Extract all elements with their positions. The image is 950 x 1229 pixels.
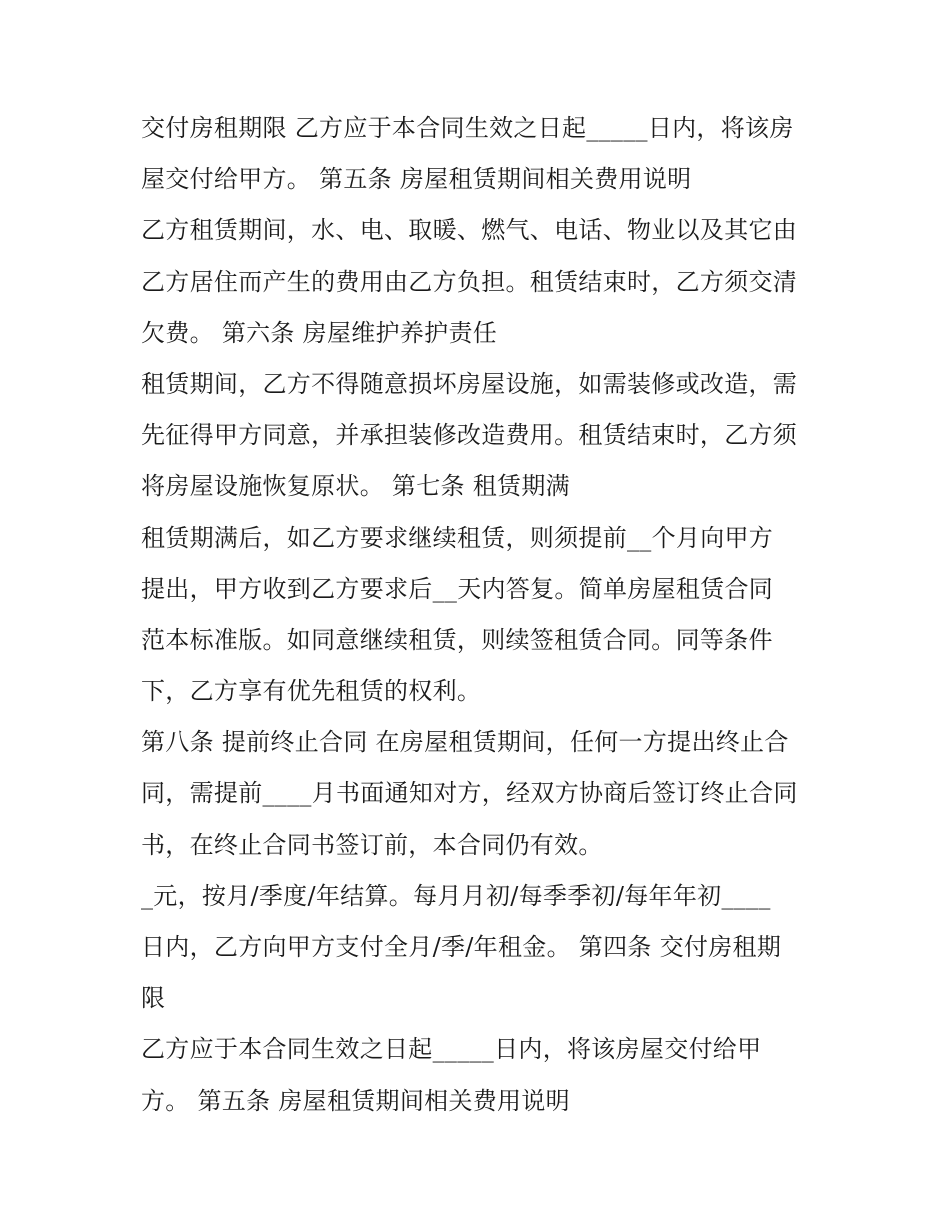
text-line: 方。 第五条 房屋租赁期间相关费用说明 xyxy=(141,1086,570,1115)
text-line: 范本标准版。如同意继续租赁，则续签租赁合同。同等条件 xyxy=(141,625,773,654)
text-line: _元，按月/季度/年结算。每月月初/每季季初/每年年初____ xyxy=(141,881,771,910)
text-line: 同，需提前____月书面通知对方，经双方协商后签订终止合同 xyxy=(141,779,798,808)
text-line: 限 xyxy=(141,984,166,1013)
text-line: 乙方居住而产生的费用由乙方负担。租赁结束时，乙方须交清 xyxy=(141,267,798,296)
text-line: 乙方租赁期间，水、电、取暖、燃气、电话、物业以及其它由 xyxy=(141,216,798,245)
text-line: 欠费。 第六条 房屋维护养护责任 xyxy=(141,318,498,347)
text-line: 租赁期间，乙方不得随意损坏房屋设施，如需装修或改造，需 xyxy=(141,369,798,398)
document-body xyxy=(141,103,821,1127)
text-line: 提出，甲方收到乙方要求后__天内答复。简单房屋租赁合同 xyxy=(141,574,774,603)
text-line: 乙方应于本合同生效之日起_____日内，将该房屋交付给甲 xyxy=(141,1035,762,1064)
text-line: 先征得甲方同意，并承担装修改造费用。租赁结束时，乙方须 xyxy=(141,421,798,450)
text-line: 下，乙方享有优先租赁的权利。 xyxy=(141,677,482,706)
text-line: 租赁期满后，如乙方要求继续租赁，则须提前__个月向甲方 xyxy=(141,523,774,552)
text-line: 屋交付给甲方。 第五条 房屋租赁期间相关费用说明 xyxy=(141,165,692,194)
text-line: 交付房租期限 乙方应于本合同生效之日起_____日内，将该房 xyxy=(141,114,794,142)
text-line: 将房屋设施恢复原状。 第七条 租赁期满 xyxy=(141,472,570,501)
text-line: 书，在终止合同书签订前，本合同仍有效。 xyxy=(141,830,603,859)
text-line: 第八条 提前终止合同 在房屋租赁期间，任何一方提出终止合 xyxy=(141,728,789,757)
text-line: 日内，乙方向甲方支付全月/季/年租金。 第四条 交付房租期 xyxy=(141,933,782,961)
